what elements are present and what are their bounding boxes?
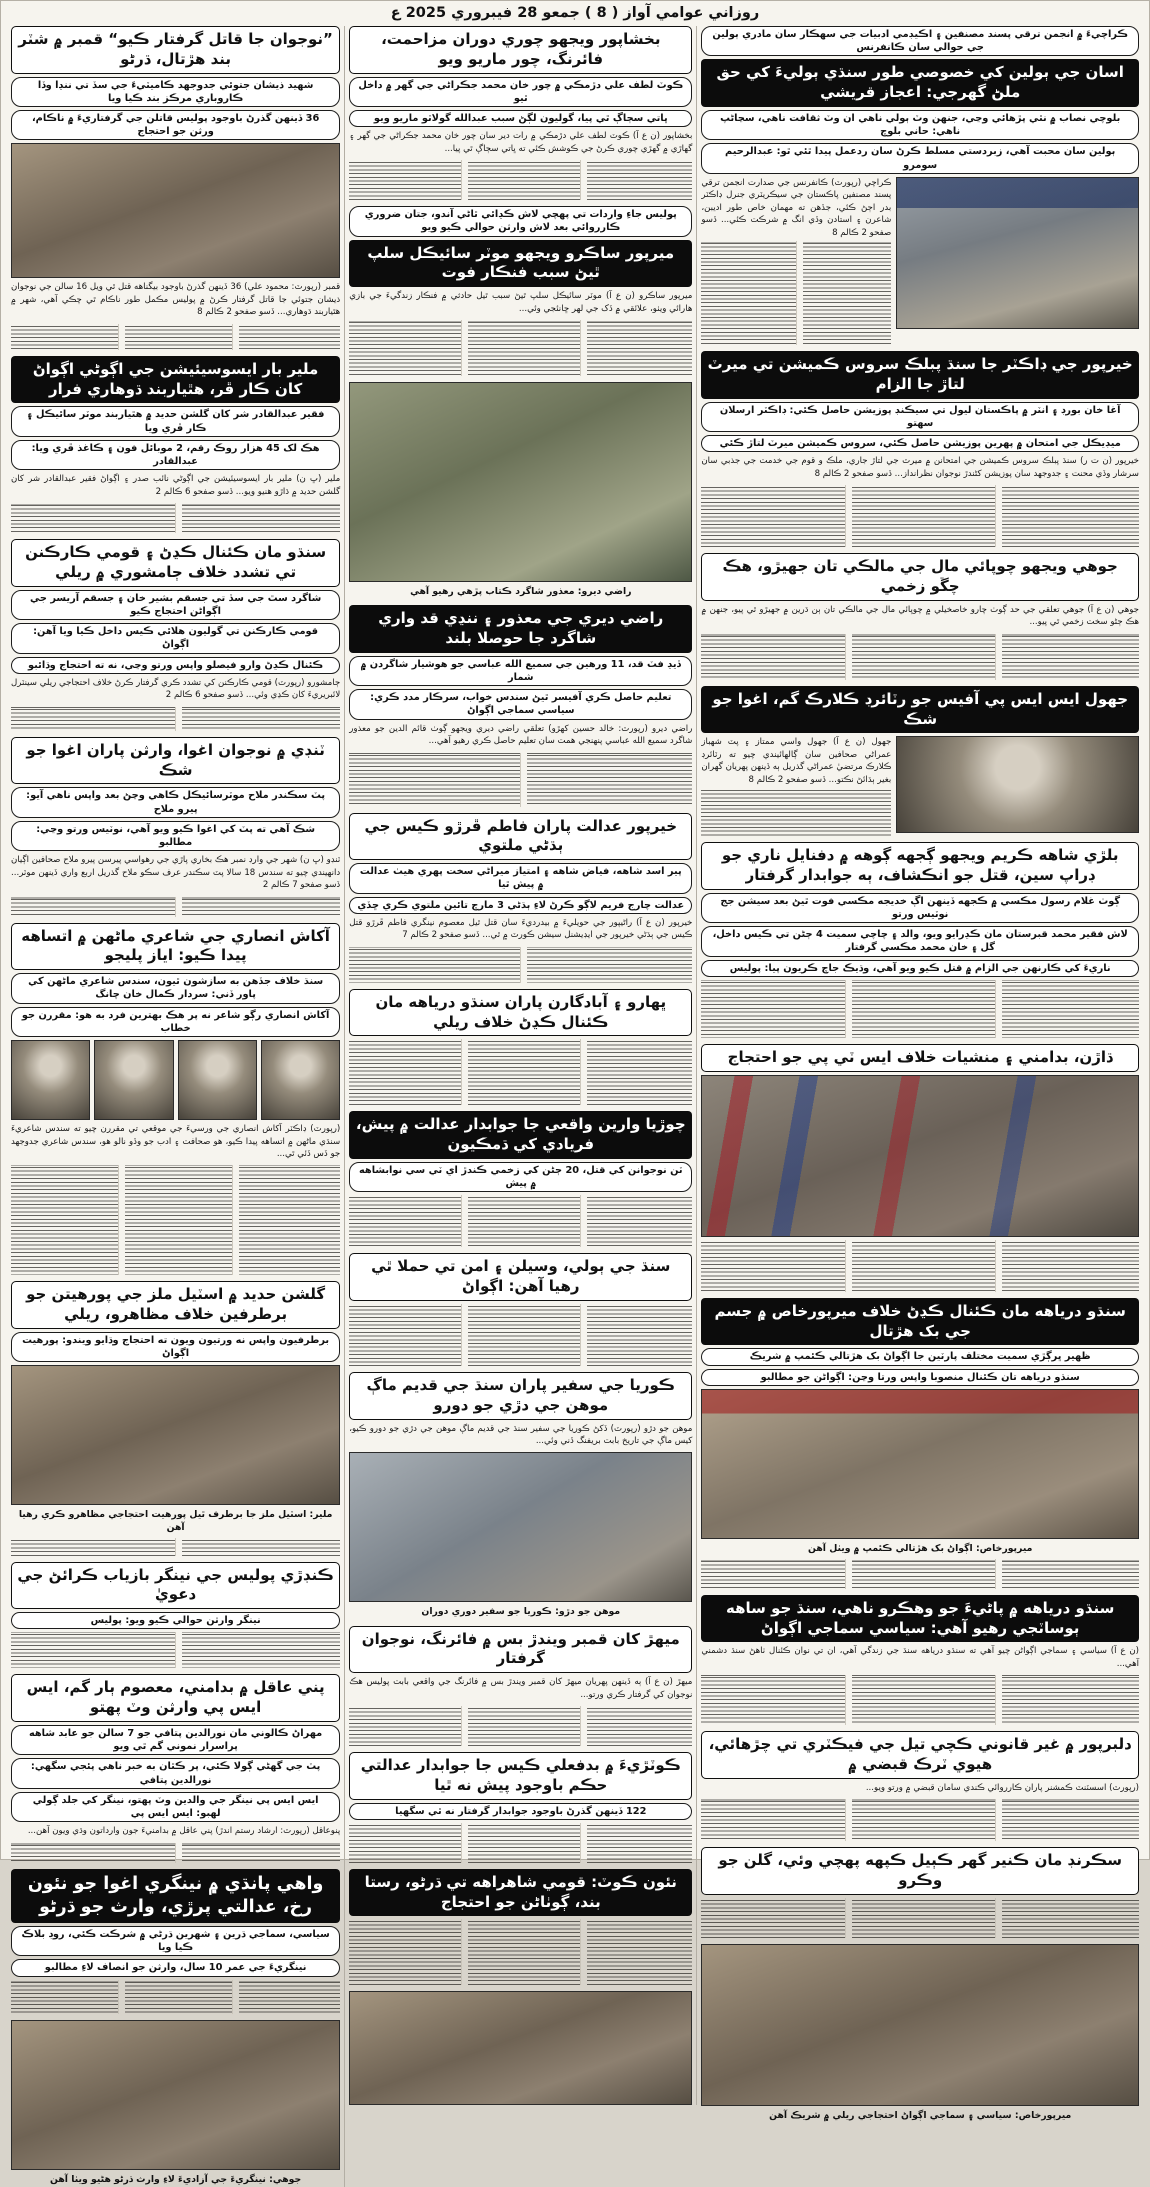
body-text: ميرپور ساڪرو (ن ع آ) موٽر سائيڪل سلپ ٿيڻ سبب ٿيل حادثي ۾ فنڪار زندگيءَ جي بازي هارائي ويٺو، علائقي ۾ ڏک جي لهر ڇانئجي وئي... bbox=[349, 291, 693, 314]
subhead: مهراڻ ڪالوني مان نورالدين پتافي جو 7 سالن جو عابد شاهه پراسرار نموني گم ٿي ويو bbox=[11, 1725, 340, 1755]
headline: گلشن حديد ۾ اسٽيل ملز جي پورهيتن جو برطرفين خلاف مظاهرو، ريلي bbox=[11, 1281, 340, 1329]
body-columns bbox=[701, 634, 1139, 680]
body-text-sim bbox=[182, 707, 340, 731]
article-pano-aqil-missing-child bbox=[11, 1674, 340, 1862]
body-text: خيرپور (ن ت ر) سنڌ پبلڪ سروس ڪميشن جي امتحانن ۾ ميرٽ جي لتاڙ جاري، ملڪ و قوم جي خدمت جي جذبي سان سرشار وڏي محنت ۽ جدوجهد سان پوزيشن کڻندڙ نوجوان نظرانداز... ڏسو صفحو 2 ڪالم 8 bbox=[701, 456, 1139, 479]
clerk-portrait-photo bbox=[896, 736, 1139, 833]
rally-group-photo bbox=[701, 1944, 1139, 2106]
headline: جهول ايس ايس پي آفيس جو رٽائرڊ ڪلارڪ گم، اغوا جو شڪ bbox=[701, 686, 1139, 734]
photo-caption: جوهي: نينگريءَ جي آزاديءَ لاءِ وارث ڌرڻو هڻيو ويٺا آهن bbox=[50, 2173, 302, 2185]
body-text-sim bbox=[852, 1559, 996, 1589]
portrait-photo bbox=[178, 1040, 257, 1120]
headline: ڪوريا جي سفير پاران سنڌ جي قديم ماڳ موهن جي دڙي جو دورو bbox=[349, 1372, 692, 1420]
headline: سڪرنڊ مان ڪنير گهر ڪٻيل ڪپهه پهچي وئي، گلن جو وڪرو bbox=[701, 1847, 1139, 1895]
body-text-sim bbox=[587, 160, 693, 200]
body-text-sim bbox=[468, 1304, 581, 1366]
portrait-photos-row bbox=[11, 1040, 340, 1120]
body-text-sim bbox=[11, 707, 176, 731]
body-text-sim bbox=[468, 1706, 581, 1746]
body-columns bbox=[11, 1843, 340, 1863]
article-naun-kot-sit-in bbox=[349, 1869, 692, 1986]
body-text-sim bbox=[349, 1195, 462, 1247]
body-columns bbox=[11, 503, 340, 533]
conference-photo bbox=[896, 177, 1139, 329]
subhead: نينگريءَ جي عمر 10 سال، وارثن جو انصاف لاءِ مطالبو bbox=[11, 1959, 340, 1976]
article-mirpurkhas-rally-photo-item bbox=[701, 1944, 1139, 2123]
sit-in-photo bbox=[11, 2020, 340, 2170]
body-columns bbox=[701, 788, 891, 836]
headline: ”نوجوان جا قاتل گرفتار ڪيو“ قمبر ۾ شٽر بند هڙتال، ڌرڻو bbox=[11, 26, 340, 74]
article-mirpur-sakro-artist-death bbox=[349, 206, 692, 376]
body-text-sim bbox=[349, 1706, 462, 1746]
kicker: پوليس جاءِ واردات تي پهچي لاش ڪڍائي ٿاڻي آندو، جتان ضروري ڪارروائي بعد لاش وارثن حوالي ڪيو ويو bbox=[349, 206, 692, 236]
article-johi-cattle-dispute bbox=[701, 553, 1139, 680]
body-text-sim bbox=[11, 1980, 119, 2014]
headline: پني عاقل ۾ بدامني، معصوم ٻار گم، ايس ايس پي وارثن وٽ پهتو bbox=[11, 1674, 340, 1722]
article-dilbarpur-oil-factory-raid bbox=[701, 1731, 1139, 1841]
subhead: آغا خان بورڊ ۽ انٽر ۾ پاڪستان ليول تي سيڪنڊ پوزيشن حاصل ڪئي: ڊاڪٽر ارسلان سهتو bbox=[701, 402, 1139, 432]
body-text-sim bbox=[1002, 1799, 1139, 1841]
body-text-sim bbox=[701, 1675, 845, 1725]
body-text-sim bbox=[1002, 1675, 1139, 1725]
article-mother-tongue-conference bbox=[701, 26, 1139, 345]
columns-wrap bbox=[7, 26, 1143, 2187]
body-text-sim bbox=[587, 1195, 693, 1247]
photo-caption: راضي ديرو: معذور شاگرد ڪتاب پڙهي رهيو آهي bbox=[410, 586, 632, 598]
body-text-sim bbox=[11, 1632, 176, 1668]
body-columns bbox=[11, 1632, 340, 1668]
column-left bbox=[7, 26, 345, 2187]
article-khairpur-doctor-merit bbox=[701, 351, 1139, 547]
body-text: قمبر (رپورٽ: محمود علي) 36 ڏينهن گذرڻ باوجود بيگناهه قتل ٿي ويل 16 سالن جي نوجوان ذيشان جتوئي جا قاتل گرفتار ڪرڻ ۾ پوليس مڪمل طور ناڪام ٿي چڪي آهي، شهر ۾ هٿياربند ڌوهاري... ڏسو صفحو 2 ڪالم 8 bbox=[11, 282, 341, 318]
headline: بلڙي شاهه ڪريم ويجهو ڳجهه ڳوهه ۾ دفنايل ناري جو ڊراپ سين، قتل جو انڪشاف، ٻه جوابدار گرفتار bbox=[701, 842, 1139, 890]
body-text-sim bbox=[852, 634, 996, 680]
body-text-sim bbox=[182, 897, 340, 917]
subhead: شاگرد سٿ جي سڏ تي جسقم بشير خان ۽ جسقم آريسر جي اڳواڻن احتجاج ڪيو bbox=[11, 590, 340, 620]
column-right bbox=[697, 26, 1143, 2123]
body-columns bbox=[701, 241, 891, 345]
subhead: 36 ڏينهن گذرڻ باوجود پوليس قاتلن جي گرفتاريءَ ۾ ناڪام، ورثن جو احتجاج bbox=[11, 110, 340, 140]
body-text-sim bbox=[468, 1823, 581, 1863]
body-text-sim bbox=[349, 1039, 462, 1105]
headline: ڀهارو ۽ آبادگارن پاران سنڌو درياهه مان ڪئنال ڪڍڻ خلاف ريلي bbox=[349, 989, 692, 1037]
body-columns bbox=[11, 1980, 340, 2014]
photo-caption: ميرپورخاص: سياسي ۽ سماجي اڳواڻ احتجاجي ريلي ۾ شريڪ آهن bbox=[769, 2109, 1072, 2121]
headline: ڌاڙن، بدامني ۽ منشيات خلاف ايس ٽي پي جو احتجاج bbox=[701, 1044, 1139, 1072]
body-text-sim bbox=[803, 241, 891, 345]
article-classroom-photo-item bbox=[349, 382, 692, 599]
body-text-sim bbox=[701, 1898, 845, 1938]
headline: اسان جي ٻولين کي خصوصي طور سنڌي ٻوليءَ کي حق ملڻ گهرجي: اعجاز قريشي bbox=[701, 59, 1139, 107]
body-text-sim bbox=[11, 1538, 176, 1556]
body-text-sim bbox=[1002, 1898, 1139, 1938]
body-text-sim bbox=[349, 1304, 462, 1366]
headline: دلبرپور ۾ غير قانوني ڪچي تيل جي فيڪٽري تي چڙهائي، هيوي ٽرڪ قبضي ۾ bbox=[701, 1731, 1139, 1779]
headline: ڪنڊڙي پوليس جي نينگر بازياب ڪرائڻ جي دعويٰ bbox=[11, 1562, 340, 1610]
subhead: لاش فقير محمد قبرستان مان ڪڍرايو ويو، والد ۽ چاچي سميت 4 ڄڻن تي ڪيس داخل، گل ۽ خان محمد مڪسي گرفتار bbox=[701, 926, 1139, 956]
body-text: ٽنڊو (ڀ ن) شهر جي وارڊ نمبر هڪ بخاري پاڙي جي رهواسي پيرسن پيرو ملاح صحافين اڳيان دانهيندي چيو ته سندس 18 سالا پٽ سڪندر عرف سڪو ملاح گذريل اربع واري ڏينهن موٽر... ڏسو صفحو 7 ڪالم 2 bbox=[11, 855, 341, 891]
body-columns bbox=[701, 485, 1139, 547]
headline: ٽنڊي ۾ نوجوان اغوا، وارثن پاران اغوا جو شڪ bbox=[11, 737, 340, 785]
subhead: 122 ڏينهن گذرڻ باوجود جوابدار گرفتار نه ٿي سگهيا bbox=[349, 1803, 692, 1820]
article-kotri-court-order bbox=[349, 1752, 692, 1863]
strike-protest-photo bbox=[11, 143, 340, 278]
body-text: بخشاپور (ن ع آ) ڪوٽ لطف علي دڙمڪي ۾ رات دير سان چور خان محمد جڪراڻي جي گهر ۽ گهاڙي ۾ گهڙي چوري ڪرڻ جي ڪوشش ڪئي ته ڀاتي سڄاڳ ٿي پيا... bbox=[349, 131, 693, 154]
body-text-sim bbox=[125, 1980, 233, 2014]
article-mehar-bus-firing bbox=[349, 1626, 692, 1747]
subhead: شڪ آهي ته پٽ کي اغوا ڪيو ويو آهي، نوٽيس ورتو وڃي: مطالبو bbox=[11, 821, 340, 851]
headline: جوهي ويجهو چوپائي مال جي مالڪي تان جهيڙو، هڪ چڱو زخمي bbox=[701, 553, 1139, 601]
subhead: پٽ سڪندر ملاح موٽرسائيڪل ڪاهي وڃڻ بعد واپس ناهي آيو: پيرو ملاح bbox=[11, 787, 340, 817]
article-wahi-pandhi-kidnap-sit-in bbox=[11, 1869, 340, 2014]
headline: سنڌو درياهه مان ڪئنال ڪڍڻ خلاف ميرپورخاص ۾ جسم جي بک هڙتال bbox=[701, 1298, 1139, 1346]
kicker: ڪراچيءَ ۾ انجمن ترقي پسند مصنفين ۽ اڪيڊمي ادبيات جي سهڪار سان مادري ٻولين جي حوالي سان ڪانفرنس bbox=[701, 26, 1139, 56]
body-text-sim bbox=[11, 1165, 119, 1275]
body-text-sim bbox=[11, 1843, 176, 1863]
body-text-sim bbox=[587, 1304, 693, 1366]
headline: سنڌ جي ٻولي، وسيلن ۽ امن تي حملا ٿي رهيا آهن: اڳواڻ bbox=[349, 1253, 692, 1301]
headline: بخشاپور ويجهو چوري دوران مزاحمت، فائرنگ، چور ماريو ويو bbox=[349, 26, 692, 74]
article-sindh-language-resources bbox=[349, 1253, 692, 1366]
body-text-sim bbox=[239, 1165, 340, 1275]
article-choriya-accused-court bbox=[349, 1111, 692, 1247]
classroom-photo bbox=[349, 382, 692, 582]
portrait-photo bbox=[261, 1040, 340, 1120]
body-columns bbox=[349, 753, 692, 807]
flags-protest-photo bbox=[701, 1075, 1139, 1237]
body-text: موهن جو دڙو (رپورٽ) ڏکڻ ڪوريا جي سفير سنڌ جي قديم ماڳ موهن جي دڙي جو دورو ڪيو، کيس ماڳ جي تاريخ بابت بريفنگ ڏني وئي... bbox=[349, 1423, 693, 1446]
article-jamshoro-canal-rally bbox=[11, 539, 340, 731]
body-text-sim bbox=[349, 1919, 462, 1985]
body-text-sim bbox=[701, 1799, 845, 1841]
photo-caption: ميرپورخاص: اڳواڻ بک هڙتالي ڪئمپ ۾ ويٺل آهن bbox=[807, 1542, 1033, 1554]
portrait-photo bbox=[94, 1040, 173, 1120]
article-johi-sit-in-photo-item bbox=[11, 2020, 340, 2187]
body-columns bbox=[349, 1304, 692, 1366]
body-text-sim bbox=[468, 160, 581, 200]
body-columns bbox=[11, 707, 340, 731]
subhead: ايس ايس پي نينگر جي والدين وٽ پهتو، نينگر کي جلد ڳولي لهبو: ايس ايس پي bbox=[11, 1792, 340, 1822]
body-text-sim bbox=[468, 320, 581, 376]
masthead: روزاني عوامي آواز ( 8 ) جمعو 28 فيبروري 2025 ع bbox=[390, 5, 760, 21]
side-body bbox=[701, 736, 891, 836]
body-columns bbox=[701, 1675, 1139, 1725]
article-kandiaro-police-recovery bbox=[11, 1562, 340, 1669]
headline: سنڌو درياهه ۾ پاڻيءَ جو وهڪرو ناهي، سنڌ جو ساهه ٻوساٽجي رهيو آهي: سياسي سماجي اڳواڻ bbox=[701, 1595, 1139, 1643]
subhead: ظهير ڀرڳڙي سميت مختلف پارٽين جا اڳواڻ بک هڙتالي ڪئمپ ۾ شريڪ bbox=[701, 1348, 1139, 1365]
body-text-sim bbox=[239, 1980, 340, 2014]
subhead: هڪ لک 45 هزار روڪ رقم، 2 موبائل فون ۽ ڪاغذ ڦري ويا: عبدالقادر bbox=[11, 440, 340, 470]
body-text-sim bbox=[852, 485, 996, 547]
body-text-sim bbox=[349, 947, 521, 983]
photo-text-row bbox=[701, 736, 1139, 836]
body-text: ملير (ڀ ن) ملير بار ايسوسيئيشن جي اڳوڻي نائب صدر ۽ اڳواڻ فقير عبدالقادر شر کان گلشن حديد ۾ ڌاڙو هنيو ويو... ڏسو صفحو 6 ڪالم 2 bbox=[11, 474, 341, 497]
article-korea-ambassador-moen-jo-daro bbox=[349, 1372, 692, 1620]
subhead: ناريءَ کي ڪارنهن جي الزام ۾ قتل ڪيو ويو آهي، وڌيڪ جاچ ڪريون پيا: پوليس bbox=[701, 960, 1139, 977]
body-columns bbox=[701, 1559, 1139, 1589]
body-text-sim bbox=[852, 1898, 996, 1938]
body-text-sim bbox=[1002, 634, 1139, 680]
body-text: (رپورٽ) ڊاڪٽر آکاش انصاري جي ورسيءَ جي موقعي تي مقررن چيو ته سندس شاعريءَ سنڌي ماڻهن ۾ اتساهه پيدا ڪيو، هو صحافت ۽ ادب جو وڏو نالو هو، سندس شاعري جدوجهد جو ڏس ڏئي ٿي... bbox=[11, 1124, 341, 1159]
subhead: ٽن نوجوانن کي قتل، 20 ڄڻن کي زخمي ڪندڙ اي ٽي سي نوابشاهه ۾ پيش bbox=[349, 1162, 692, 1192]
headline: ميرپور ساڪرو ويجهو موٽر سائيڪل سلپ ٿيڻ سبب فنڪار فوت bbox=[349, 240, 692, 288]
body-text-sim bbox=[701, 241, 796, 345]
headline: ميهڙ کان قمبر ويندڙ بس ۾ فائرنگ، نوجوان گرفتار bbox=[349, 1626, 692, 1674]
article-steel-mills-workers-protest bbox=[11, 1281, 340, 1555]
article-razidero-disabled-student bbox=[349, 605, 692, 806]
body-text-sim bbox=[852, 1240, 996, 1292]
body-text-sim bbox=[587, 1919, 693, 1985]
subhead: سنڌو درياهه تان ڪئنال منصوبا واپس ورتا وڃن: اڳواڻن جو مطالبو bbox=[701, 1369, 1139, 1386]
article-jhol-retired-clerk-missing bbox=[701, 686, 1139, 836]
subhead: آکاش انصاري رڳو شاعر نه پر هڪ بهترين فرد به هو: مقررن جو خطاب bbox=[11, 1007, 340, 1037]
portrait-photo bbox=[11, 1040, 90, 1120]
body-text-sim bbox=[11, 324, 119, 350]
body-text: جهول (ن ع آ) جهول واسي ممتاز ۽ پٽ شهباز عمراڻي صحافين سان ڳالهائيندي چيو ته رٽائرڊ ڪلارڪ مرتضيٰ عمراڻي گذريل ٻه ڏينهن پهريان گهران بغير ٻڌائڻ نڪتو... ڏسو صفحو 2 ڪالم 8 bbox=[701, 737, 892, 785]
subhead: شهيد ذيشان جتوئي جدوجهد ڪاميٽيءَ جي سڏ تي ننڍا وڏا ڪاروباري مرڪز بند ڪيا ويا bbox=[11, 77, 340, 107]
article-bakhshapur-thief-killed bbox=[349, 26, 692, 200]
subhead: ڏيڍ فٽ قد، 11 ورهين جي سميع الله عباسي جو هوشيار شاگردن ۾ شمار bbox=[349, 656, 692, 686]
body-text-sim bbox=[701, 1559, 845, 1589]
body-text-sim bbox=[852, 980, 996, 1038]
body-text-sim bbox=[349, 320, 462, 376]
hunger-strike-camp-photo bbox=[701, 1389, 1139, 1539]
article-akash-ansari-anniversary bbox=[11, 923, 340, 1276]
body-text-sim bbox=[587, 1706, 693, 1746]
headline: راضي ديري جي معذور ۽ ننڍي قد واري شاگرد جا حوصلا بلند bbox=[349, 605, 692, 653]
body-text-sim bbox=[1002, 1559, 1139, 1589]
article-middle-bottom-photo-item bbox=[349, 1991, 692, 2105]
subhead: قومي ڪارڪنن تي گوليون هلائي ڪيس داخل ڪيا ويا آهن: اڳواڻ bbox=[11, 623, 340, 653]
article-bulri-shah-karim-murder bbox=[701, 842, 1139, 1038]
headline: ڪوٽڙيءَ ۾ بدفعلي ڪيس جا جوابدار عدالتي حڪم باوجود پيش نه ٿيا bbox=[349, 1752, 692, 1800]
subhead: ڀاتي سڄاڳ ٿي پيا، گوليون لڳڻ سبب عبدالله گولاٽو ماريو ويو bbox=[349, 110, 692, 127]
body-text-sim bbox=[1002, 980, 1139, 1038]
article-sakrand-cotton bbox=[701, 1847, 1139, 1938]
headline: خيرپور جي ڊاڪٽر جا سنڌ پبلڪ سروس ڪميشن تي ميرٽ لتاڙ جا الزام bbox=[701, 351, 1139, 399]
body-text: (ن ع آ) سياسي ۽ سماجي اڳواڻن چيو آهي ته سنڌو درياهه سنڌ جي زندگي آهي، ان تي نوان ڪئنال ٺاهڻ سنڌ دشمني آهي... bbox=[701, 1646, 1139, 1669]
subhead: پٽ جي گهڻي ڳولا ڪئي، پر ڪٿان به خبر ناهي پئجي سگهي: نورالدين پتافي bbox=[11, 1758, 340, 1788]
body-text-sim bbox=[701, 788, 891, 836]
body-text-sim bbox=[182, 1843, 340, 1863]
ambassador-visit-photo bbox=[349, 1452, 692, 1602]
body-text-sim bbox=[239, 324, 340, 350]
body-text-sim bbox=[468, 1919, 581, 1985]
body-text-sim bbox=[527, 947, 692, 983]
body-columns bbox=[349, 1039, 692, 1105]
photo-caption: ملير: اسٽيل ملز جا برطرف ٿيل پورهيت احتجاجي مظاهرو ڪري رهيا آهن bbox=[18, 1509, 333, 1533]
subhead: پير اسد شاهه، فياض شاهه ۽ امتياز ميراڻي سخت پهري هيٺ عدالت ۾ پيش ٿيا bbox=[349, 863, 692, 893]
article-khairpur-court-fatima-case bbox=[349, 813, 692, 983]
subhead: برطرفيون واپس نه ورتيون ويون ته احتجاج وڌايو ويندو: پورهيت اڳواڻ bbox=[11, 1332, 340, 1362]
subhead: بلوچي نصاب ۾ نٿي پڙهائي وڃي، جنهن وٽ ٻولي ناهي ان وٽ ثقافت ناهي، سڃاڻپ ناهي: حاني بلوچ bbox=[701, 110, 1139, 140]
body-columns bbox=[701, 1799, 1139, 1841]
body-columns bbox=[349, 1706, 692, 1746]
subhead: تعليم حاصل ڪري آفيسر ٿيڻ سندس خواب، سرڪار مدد ڪري: سياسي سماجي اڳواڻ bbox=[349, 689, 692, 719]
body-text-sim bbox=[349, 1823, 462, 1863]
subhead: نينگر وارثن حوالي ڪيو ويو: پوليس bbox=[11, 1612, 340, 1629]
body-text-sim bbox=[852, 1675, 996, 1725]
body-text-sim bbox=[1002, 485, 1139, 547]
body-columns bbox=[701, 1898, 1139, 1938]
body-columns bbox=[11, 1165, 340, 1275]
body-text: ڄامشورو (رپورٽ) قومي ڪارڪنن کي تشدد ڪري گرفتار ڪرڻ خلاف احتجاجي ريلي سينٽرل لائبريريءَ کان ڪڍي وئي... ڏسو صفحو 6 ڪالم 2 bbox=[11, 677, 341, 701]
subhead: سنڌ خلاف جڏهن به سازشون ٿيون، سندس شاعري ماڻهن کي پاور ڏني: سردار ڪمال خان چانگ bbox=[11, 973, 340, 1003]
body-columns bbox=[349, 947, 692, 983]
body-text-sim bbox=[182, 1538, 340, 1556]
photo-caption: موهن جو دڙو: ڪوريا جو سفير دوري دوران bbox=[421, 1606, 621, 1618]
side-body bbox=[701, 177, 891, 345]
body-text-sim bbox=[468, 1039, 581, 1105]
body-text-sim bbox=[11, 897, 176, 917]
body-columns bbox=[349, 1919, 692, 1985]
subhead: ڳوٺ غلام رسول مڪسي ۾ ڪجهه ڏينهن اڳ خديجه مڪسي فوت ٿيڻ بعد سيشن جج نوٽيس ورتو bbox=[701, 893, 1139, 923]
body-text-sim bbox=[349, 753, 521, 807]
body-columns bbox=[349, 1195, 692, 1247]
body-columns bbox=[11, 897, 340, 917]
headline: خيرپور عدالت پاران فاطم ڦرڙو ڪيس جي ٻڌڻي ملتوي bbox=[349, 813, 692, 861]
body-columns bbox=[701, 980, 1139, 1038]
body-text: (رپورٽ) اسسٽنٽ ڪمشنر پاران ڪارروائي ڪندي سامان قبضي ۾ ورتو ويو... bbox=[865, 1782, 1139, 1793]
article-malir-bar-robbery bbox=[11, 356, 340, 533]
subhead: سياسي، سماجي ڌرين ۽ شهرين ڌرڻي ۾ شرڪت ڪئي، روڊ بلاڪ ڪيا ويا bbox=[11, 1926, 340, 1956]
article-mirpurkhas-hunger-strike bbox=[701, 1298, 1139, 1589]
subhead: عدالت چارج فريم لاڳو ڪرڻ لاءِ ٻڌڻي 3 مارچ تائين ملتوي ڪري ڇڏي bbox=[349, 897, 692, 914]
article-qambar-shutter-strike bbox=[11, 26, 340, 350]
subhead: فقير عبدالقادر شر کان گلشن حديد ۾ هٿياربند موٽر سائيڪل ۽ ڪار ڦري ويا bbox=[11, 406, 340, 436]
body-text: ميهڙ (ن ع آ) ٻه ڏينهن پهريان ميهڙ کان قمبر ويندڙ بس ۾ فائرنگ جي واقعي بابت پوليس هڪ نوجوان کي گرفتار ڪري ورتو... bbox=[349, 1677, 693, 1700]
article-indus-no-flow bbox=[701, 1595, 1139, 1726]
body-text-sim bbox=[701, 485, 845, 547]
headline: واهي پانڌي ۾ نينگري اغوا جو نئون رخ، عدالتي پرڙي، وارث جو ڌرڻو bbox=[11, 1869, 340, 1923]
body-text: راضي ديرو (رپورٽ: خالد حسين کهڙو) تعلقي راضي ديري ويجهو ڳوٺ قائم الدين جو معذور شاگرد سميع الله عباسي پنهنجي همت سان تعليم حاصل ڪري رهيو آهي... bbox=[349, 723, 693, 747]
headline: نئون ڪوٽ: قومي شاهراهه تي ڌرڻو، رستا بند، ڳوٺاڻن جو احتجاج bbox=[349, 1869, 692, 1917]
body-text-sim bbox=[701, 634, 845, 680]
body-columns bbox=[349, 1823, 692, 1863]
body-text-sim bbox=[182, 503, 340, 533]
subhead: ميڊيڪل جي امتحان ۾ پهرين پوزيشن حاصل ڪئي، سروس ڪميشن ميرٽ لتاڙ ڪئي bbox=[701, 435, 1139, 452]
body-text: جوهي (ن ع آ) جوهي تعلقي جي حد ڳوٺ چارو خاصخيلي ۾ چوپائي مال جي مالڪي تان ٻن ڌرين ۾ جهيڙو ٿي پيو، جنهن ۾ هڪ ڄڻو سخت زخمي ٿي پيو... bbox=[701, 604, 1139, 628]
headline: چوڙيا وارين واقعي جا جوابدار عدالت ۾ پيش، فريادي کي ڌمڪيون bbox=[349, 1111, 692, 1159]
body-text-sim bbox=[1002, 1240, 1139, 1292]
body-columns bbox=[11, 324, 340, 350]
body-columns bbox=[349, 320, 692, 376]
body-text-sim bbox=[587, 1823, 693, 1863]
subhead: ڪوٽ لطف علي دڙمڪي ۾ چور خان محمد جڪراڻي جي گهر ۾ داخل ٿيو bbox=[349, 77, 692, 107]
body-text-sim bbox=[125, 1165, 233, 1275]
body-text: ڪراچي (رپورٽ) ڪانفرنس جي صدارت انجمن ترقي پسند مصنفين پاڪستان جي سيڪريٽري جنرل ڊاڪٽر بدر اڄڻ ڪئي، جڏهن ته مهمان خاص طور اديبن، شاعرن ۽ استادن وڏي انگ ۾ شرڪت ڪئي... ڏسو صفحو 2 ڪالم 8 bbox=[701, 177, 892, 238]
body-text-sim bbox=[182, 1632, 340, 1668]
body-text-sim bbox=[11, 503, 176, 533]
body-columns bbox=[11, 1538, 340, 1556]
body-text: پنوعاقل (رپورٽ: ارشاد رستم اندڙ) پني عاقل ۾ بدامنيءَ جون وارداتون وڌي ويون آهن... bbox=[27, 1826, 341, 1837]
body-text-sim bbox=[587, 1039, 693, 1105]
headline: ملير بار ايسوسيئيشن جي اڳوڻي اڳواڻ کان ڪار ڦر، هٿياربند ڌوهاري فرار bbox=[11, 356, 340, 404]
article-tando-youth-kidnap bbox=[11, 737, 340, 917]
subhead: ٻولين سان محبت آهي، زبردستي مسلط ڪرڻ سان ردعمل پيدا ٿئي ٿو: عبدالرحيم سومرو bbox=[701, 143, 1139, 173]
article-bhaaro-canal-rally bbox=[349, 989, 692, 1106]
column-middle bbox=[345, 26, 697, 2105]
article-crime-drugs-protest bbox=[701, 1044, 1139, 1292]
body-text-sim bbox=[701, 980, 845, 1038]
photo-text-row bbox=[701, 177, 1139, 345]
body-text-sim bbox=[587, 320, 693, 376]
headline: سنڌو مان ڪئنال ڪڍڻ ۽ قومي ڪارڪنن تي تشدد خلاف ڄامشوري ۾ ريلي bbox=[11, 539, 340, 587]
body-text: خيرپور (ن ع آ) راڻيپور جي حويليءَ ۾ بيدرديءَ سان قتل ٿيل معصوم نينگري فاطم ڦرڙو قتل ڪيس جي ٻڌڻي خيرپور جي ايڊيشنل سيشن ڪورٽ ۾ ٿي... ڏسو صفحو 2 ڪالم 7 bbox=[349, 917, 693, 941]
body-text-sim bbox=[701, 1240, 845, 1292]
body-text-sim bbox=[468, 1195, 581, 1247]
subhead: ڪئنال ڪڍڻ وارو فيصلو واپس ورتو وڃي، نه ته احتجاج وڌائبو bbox=[11, 657, 340, 674]
street-scene-photo bbox=[349, 1991, 692, 2105]
body-text-sim bbox=[125, 324, 233, 350]
body-columns bbox=[701, 1240, 1139, 1292]
body-columns bbox=[349, 160, 692, 200]
headline: آکاش انصاري جي شاعري ماڻهن ۾ اتساهه پيدا ڪيو: اياز پليجو bbox=[11, 923, 340, 971]
body-text-sim bbox=[349, 160, 462, 200]
body-text-sim bbox=[527, 753, 692, 807]
body-text-sim bbox=[852, 1799, 996, 1841]
workers-protest-photo bbox=[11, 1365, 340, 1505]
